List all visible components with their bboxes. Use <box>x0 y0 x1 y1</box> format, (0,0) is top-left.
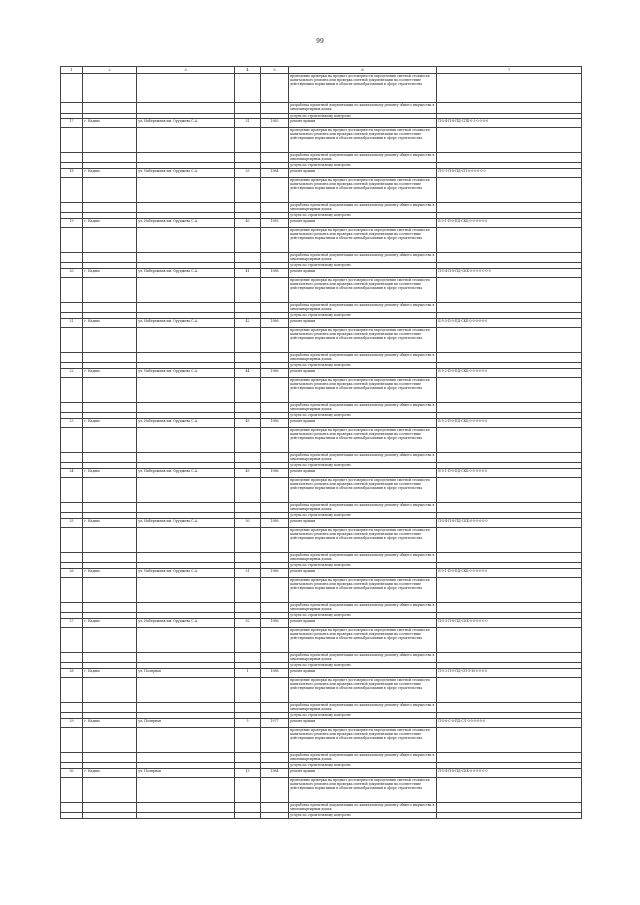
work-supervision-cell: услуги по строительному контролю <box>289 363 437 369</box>
work-supervision-cell: услуги по строительному контролю <box>289 114 437 119</box>
code-cell: П-5-1-П-8-ПД-СП-0-0-0-0-0-0 <box>437 169 582 178</box>
work-row <box>61 128 582 153</box>
record-number-cell: 24 <box>61 469 83 478</box>
house-cell: 1 <box>235 669 261 678</box>
work-check-cell: проведение проверки на предмет достоверности определения сметной стоимости капитального ремонта или проверка сметной документации на соответствие действующим нормативам в области ценообразования в сфере строительства <box>289 328 437 353</box>
work-repair-cell: ремонт крыши <box>289 169 437 178</box>
work-design-cell: разработка проектной документации по капитальному ремонту общего имущества в многоквартирных домах <box>289 603 437 613</box>
work-row <box>61 813 582 819</box>
record-row <box>61 369 582 378</box>
house-cell: 45 <box>235 419 261 428</box>
work-row <box>61 353 582 363</box>
code-cell: Б-5-1-П-0-ПД-СКБ-0-0-0-0-0-0 <box>437 469 582 478</box>
work-row <box>61 728 582 753</box>
work-check-cell: проведение проверки на предмет достоверности определения сметной стоимости капитального ремонта или проверка сметной документации на соответствие действующим нормативам в области ценообразования в сфере строительства <box>289 728 437 753</box>
work-design-cell: разработка проектной документации по капитальному ремонту общего имущества в многоквартирных домах <box>289 703 437 713</box>
work-repair-cell: ремонт крыши <box>289 319 437 328</box>
city-cell: г. Надым <box>83 269 137 278</box>
work-row <box>61 753 582 763</box>
street-cell: ул. Набережная им. Оруджева С.А. <box>137 119 235 128</box>
work-supervision-cell: услуги по строительному контролю <box>289 763 437 769</box>
house-cell: 13 <box>235 769 261 778</box>
work-row <box>61 178 582 203</box>
city-cell: г. Надым <box>83 719 137 728</box>
record-row <box>61 619 582 628</box>
work-check-cell: проведение проверки на предмет достоверности определения сметной стоимости капитального ремонта или проверка сметной документации на соответствие действующим нормативам в области ценообразования в сфере строительства <box>289 378 437 403</box>
work-row <box>61 303 582 313</box>
work-supervision-cell: услуги по строительному контролю <box>289 513 437 519</box>
work-repair-cell: ремонт крыши <box>289 469 437 478</box>
work-supervision-cell: услуги по строительному контролю <box>289 263 437 269</box>
record-row <box>61 319 582 328</box>
street-cell: ул. Набережная им. Оруджева С.А. <box>137 269 235 278</box>
work-row <box>61 653 582 663</box>
work-row <box>61 603 582 613</box>
work-repair-cell: ремонт крыши <box>289 569 437 578</box>
record-row <box>61 119 582 128</box>
record-row <box>61 419 582 428</box>
year-cell: 1988 <box>261 669 289 678</box>
record-number-cell: 26 <box>61 569 83 578</box>
work-repair-cell: ремонт крыши <box>289 769 437 778</box>
year-cell: 1984 <box>261 769 289 778</box>
work-row <box>61 553 582 563</box>
house-cell: 49 <box>235 469 261 478</box>
street-cell: ул. Полярная <box>137 769 235 778</box>
work-design-cell: разработка проектной документации по капитальному ремонту общего имущества в многоквартирных домах <box>289 553 437 563</box>
street-cell: ул. Набережная им. Оруджева С.А. <box>137 319 235 328</box>
city-cell: г. Надым <box>83 369 137 378</box>
work-check-cell: проведение проверки на предмет достоверности определения сметной стоимости капитального ремонта или проверка сметной документации на соответствие действующим нормативам в области ценообразования в сфере строительства <box>289 74 437 103</box>
street-cell: ул. Набережная им. Оруджева С.А. <box>137 169 235 178</box>
work-row <box>61 428 582 453</box>
record-number-cell: 17 <box>61 119 83 128</box>
record-number-cell: 23 <box>61 419 83 428</box>
house-cell: 52 <box>235 619 261 628</box>
work-repair-cell: ремонт крыши <box>289 219 437 228</box>
work-repair-cell: ремонт крыши <box>289 119 437 128</box>
column-header: 7 <box>437 67 582 74</box>
street-cell: ул. Набережная им. Оруджева С.А. <box>137 219 235 228</box>
house-cell: 41 <box>235 269 261 278</box>
work-design-cell: разработка проектной документации по капитальному ремонту общего имущества в многоквартирных домах <box>289 753 437 763</box>
street-cell: ул. Набережная им. Оруджева С.А. <box>137 469 235 478</box>
city-cell: г. Надым <box>83 619 137 628</box>
continuation-row <box>61 74 582 103</box>
work-row <box>61 478 582 503</box>
city-cell: г. Надым <box>83 169 137 178</box>
work-row <box>61 403 582 413</box>
work-row <box>61 628 582 653</box>
code-cell: П-5-2-П-0-ПД-СП-Э-М-0-0-0-0 <box>437 669 582 678</box>
work-row <box>61 203 582 213</box>
city-cell: г. Надым <box>83 219 137 228</box>
city-cell: г. Надым <box>83 569 137 578</box>
work-supervision-cell: услуги по строительному контролю <box>289 613 437 619</box>
year-cell: 1986 <box>261 619 289 628</box>
house-cell: 5 <box>235 719 261 728</box>
city-cell: г. Надым <box>83 519 137 528</box>
work-row <box>61 153 582 163</box>
work-supervision-cell: услуги по строительному контролю <box>289 213 437 219</box>
work-design-cell: разработка проектной документации по капитальному ремонту общего имущества в многоквартирных домах <box>289 103 437 114</box>
column-header: 1 <box>61 67 83 74</box>
street-cell: ул. Набережная им. Оруджева С.А. <box>137 369 235 378</box>
work-repair-cell: ремонт крыши <box>289 519 437 528</box>
work-row <box>61 703 582 713</box>
column-header: 6 <box>289 67 437 74</box>
capital-repair-table <box>60 66 582 819</box>
column-header: 5 <box>261 67 289 74</box>
work-repair-cell: ремонт крыши <box>289 419 437 428</box>
record-number-cell: 28 <box>61 669 83 678</box>
work-check-cell: проведение проверки на предмет достоверности определения сметной стоимости капитального ремонта или проверка сметной документации на соответствие действующим нормативам в области ценообразования в сфере строительства <box>289 478 437 503</box>
code-cell: П-5-4-П-8-ПД-СКБ-0-0-0-0-0-0 <box>437 769 582 778</box>
work-supervision-cell: услуги по строительному контролю <box>289 313 437 319</box>
work-check-cell: проведение проверки на предмет достоверности определения сметной стоимости капитального ремонта или проверка сметной документации на соответствие действующим нормативам в области ценообразования в сфере строительства <box>289 628 437 653</box>
work-design-cell: разработка проектной документации по капитальному ремонту общего имущества в многоквартирных домах <box>289 503 437 513</box>
work-design-cell: разработка проектной документации по капитальному ремонту общего имущества в многоквартирных домах <box>289 203 437 213</box>
code-cell: Б-5-2-П-0-ПД-СКБ-0-0-0-0-0-0 <box>437 419 582 428</box>
year-cell: 1986 <box>261 319 289 328</box>
house-cell: 51 <box>235 569 261 578</box>
work-design-cell: разработка проектной документации по капитальному ремонту общего имущества в многоквартирных домах <box>289 303 437 313</box>
record-row <box>61 219 582 228</box>
column-header: 2 <box>83 67 137 74</box>
work-check-cell: проведение проверки на предмет достоверности определения сметной стоимости капитального ремонта или проверка сметной документации на соответствие действующим нормативам в области ценообразования в сфере строительства <box>289 578 437 603</box>
year-cell: 1988 <box>261 269 289 278</box>
work-repair-cell: ремонт крыши <box>289 269 437 278</box>
code-cell: Б-5-1-П-0-ПД-СКБ-0-0-0-0-0-0 <box>437 219 582 228</box>
work-check-cell: проведение проверки на предмет достоверности определения сметной стоимости капитального ремонта или проверка сметной документации на соответствие действующим нормативам в области ценообразования в сфере строительства <box>289 178 437 203</box>
street-cell: ул. Набережная им. Оруджева С.А. <box>137 519 235 528</box>
work-design-cell: разработка проектной документации по капитальному ремонту общего имущества в многоквартирных домах <box>289 353 437 363</box>
record-number-cell: 20 <box>61 269 83 278</box>
work-row <box>61 253 582 263</box>
record-number-cell: 25 <box>61 519 83 528</box>
work-supervision-cell: услуги по строительному контролю <box>289 463 437 469</box>
work-check-cell: проведение проверки на предмет достоверности определения сметной стоимости капитального ремонта или проверка сметной документации на соответствие действующим нормативам в области ценообразования в сфере строительства <box>289 528 437 553</box>
work-check-cell: проведение проверки на предмет достоверности определения сметной стоимости капитального ремонта или проверка сметной документации на соответствие действующим нормативам в области ценообразования в сфере строительства <box>289 128 437 153</box>
work-check-cell: проведение проверки на предмет достоверности определения сметной стоимости капитального ремонта или проверка сметной документации на соответствие действующим нормативам в области ценообразования в сфере строительства <box>289 428 437 453</box>
city-cell: г. Надым <box>83 669 137 678</box>
work-row <box>61 503 582 513</box>
code-cell: П-5-3-П-8-ПД-СКБ-0-0-0-0-0-0 <box>437 619 582 628</box>
city-cell: г. Надым <box>83 419 137 428</box>
column-header: 4 <box>235 67 261 74</box>
code-cell: П-5-6-С-0-ПД-СЛ-0-0-0-0-0-0 <box>437 719 582 728</box>
work-design-cell: разработка проектной документации по капитальному ремонту общего имущества в многоквартирных домах <box>289 453 437 463</box>
work-row <box>61 228 582 253</box>
record-row <box>61 469 582 478</box>
street-cell: ул. Набережная им. Оруджева С.А. <box>137 569 235 578</box>
year-cell: 1988 <box>261 519 289 528</box>
record-number-cell: 30 <box>61 769 83 778</box>
record-row <box>61 169 582 178</box>
column-header: 3 <box>137 67 235 74</box>
record-row <box>61 569 582 578</box>
record-number-cell: 21 <box>61 319 83 328</box>
house-cell: 42 <box>235 319 261 328</box>
continuation-row <box>61 103 582 114</box>
work-design-cell: разработка проектной документации по капитальному ремонту общего имущества в многоквартирных домах <box>289 153 437 163</box>
work-row <box>61 803 582 813</box>
work-check-cell: проведение проверки на предмет достоверности определения сметной стоимости капитального ремонта или проверка сметной документации на соответствие действующим нормативам в области ценообразования в сфере строительства <box>289 678 437 703</box>
street-cell: ул. Набережная им. Оруджева С.А. <box>137 619 235 628</box>
record-number-cell: 22 <box>61 369 83 378</box>
record-number-cell: 19 <box>61 219 83 228</box>
work-repair-cell: ремонт крыши <box>289 719 437 728</box>
record-row <box>61 269 582 278</box>
year-cell: 1985 <box>261 219 289 228</box>
street-cell: ул. Полярная <box>137 719 235 728</box>
city-cell: г. Надым <box>83 319 137 328</box>
work-check-cell: проведение проверки на предмет достоверности определения сметной стоимости капитального ремонта или проверка сметной документации на соответствие действующим нормативам в области ценообразования в сфере строительства <box>289 278 437 303</box>
work-supervision-cell: услуги по строительному контролю <box>289 663 437 669</box>
year-cell: 1984 <box>261 169 289 178</box>
code-cell: П-5-4-П-8-ПД-СКБ-0-0-0-0-0-0-0 <box>437 269 582 278</box>
code-cell: Б-5-3-П-0-ПД-СКБ-0-0-0-0-0-0 <box>437 319 582 328</box>
house-cell: 40 <box>235 219 261 228</box>
work-check-cell: проведение проверки на предмет достоверности определения сметной стоимости капитального ремонта или проверка сметной документации на соответствие действующим нормативам в области ценообразования в сфере строительства <box>289 228 437 253</box>
work-row <box>61 678 582 703</box>
work-supervision-cell: услуги по строительному контролю <box>289 713 437 719</box>
record-number-cell: 18 <box>61 169 83 178</box>
record-row <box>61 769 582 778</box>
code-cell: П-5-4-П-8-ПД-СПБ-0-3-0-0-0-0 <box>437 119 582 128</box>
year-cell: 1977 <box>261 719 289 728</box>
year-cell: 1986 <box>261 419 289 428</box>
record-number-cell: 29 <box>61 719 83 728</box>
year-cell: 1986 <box>261 469 289 478</box>
record-row <box>61 669 582 678</box>
city-cell: г. Надым <box>83 119 137 128</box>
city-cell: г. Надым <box>83 469 137 478</box>
work-row <box>61 578 582 603</box>
house-cell: 31 <box>235 119 261 128</box>
work-row <box>61 278 582 303</box>
record-row <box>61 719 582 728</box>
house-cell: 50 <box>235 519 261 528</box>
house-cell: 33 <box>235 169 261 178</box>
year-cell: 1983 <box>261 119 289 128</box>
page-number: 99 <box>316 38 324 45</box>
column-header-row <box>61 67 582 74</box>
work-supervision-cell: услуги по строительному контролю <box>289 563 437 569</box>
work-repair-cell: ремонт крыши <box>289 619 437 628</box>
work-repair-cell: ремонт крыши <box>289 369 437 378</box>
work-check-cell: проведение проверки на предмет достоверности определения сметной стоимости капитального ремонта или проверка сметной документации на соответствие действующим нормативам в области ценообразования в сфере строительства <box>289 778 437 803</box>
work-design-cell: разработка проектной документации по капитальному ремонту общего имущества в многоквартирных домах <box>289 403 437 413</box>
work-row <box>61 528 582 553</box>
code-cell: Б-5-2-П-0-ПД-СКБ-0-0-0-0-0-0 <box>437 369 582 378</box>
work-row <box>61 453 582 463</box>
street-cell: ул. Набережная им. Оруджева С.А. <box>137 419 235 428</box>
record-number-cell: 27 <box>61 619 83 628</box>
city-cell: г. Надым <box>83 769 137 778</box>
work-row <box>61 378 582 403</box>
year-cell: 1986 <box>261 369 289 378</box>
code-cell: Б-5-1-П-0-ПД-СКБ-0-0-0-0-0-0 <box>437 569 582 578</box>
code-cell: П-5-4-П-8-ПД-СКБ-0-0-0-0-0-0 <box>437 519 582 528</box>
street-cell: ул. Полярная <box>137 669 235 678</box>
work-supervision-cell: услуги по строительному контролю <box>289 413 437 419</box>
work-design-cell: разработка проектной документации по капитальному ремонту общего имущества в многоквартирных домах <box>289 253 437 263</box>
house-cell: 44 <box>235 369 261 378</box>
work-design-cell: разработка проектной документации по капитальному ремонту общего имущества в многоквартирных домах <box>289 803 437 813</box>
work-design-cell: разработка проектной документации по капитальному ремонту общего имущества в многоквартирных домах <box>289 653 437 663</box>
work-row <box>61 778 582 803</box>
work-supervision-cell: услуги по строительному контролю <box>289 813 437 819</box>
work-supervision-cell: услуги по строительному контролю <box>289 163 437 169</box>
work-repair-cell: ремонт крыши <box>289 669 437 678</box>
record-row <box>61 519 582 528</box>
year-cell: 1986 <box>261 569 289 578</box>
work-row <box>61 328 582 353</box>
